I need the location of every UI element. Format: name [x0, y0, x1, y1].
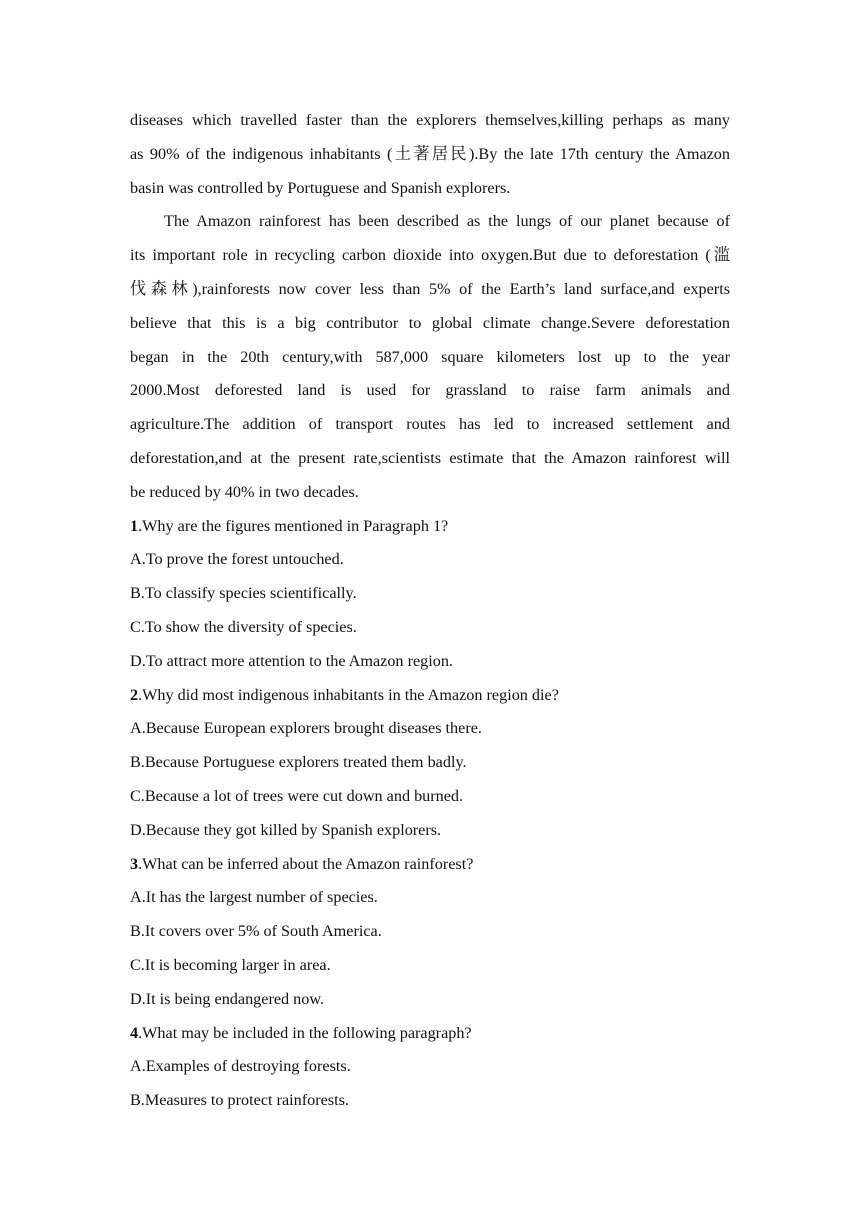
question-1	[130, 510, 730, 679]
passage-line: basin was controlled by Portuguese and Spanish explorers.	[130, 178, 511, 197]
question-number: 3	[130, 854, 139, 873]
passage-line: believe that this is a big contributor to global climate change.Severe deforestation	[130, 313, 730, 332]
passage-line: 2000.Most deforested land is used for grassland to raise farm animals and	[130, 381, 730, 400]
question-text: .What can be inferred about the Amazon rainforest?	[138, 854, 474, 873]
answer-option: B.Measures to protect rainforests.	[130, 1091, 349, 1110]
answer-option: B.Because Portuguese explorers treated them badly.	[130, 753, 467, 772]
question-2	[130, 679, 730, 848]
question-4	[130, 1017, 730, 1118]
passage-line: its important role in recycling carbon dioxide into oxygen.But due to deforestation (滥	[130, 246, 730, 265]
question-text: .What may be included in the following paragraph?	[138, 1023, 472, 1042]
question-stem	[130, 679, 730, 713]
answer-option: D.Because they got killed by Spanish explorers.	[130, 820, 442, 839]
answer-option: B.To classify species scientifically.	[130, 584, 357, 603]
question-number: 2	[130, 685, 139, 704]
passage-line: as 90% of the indigenous inhabitants (土著居民).By the late 17th century the Amazon	[130, 144, 730, 163]
answer-option: A.Examples of destroying forests.	[130, 1057, 351, 1076]
answer-option: B.It covers over 5% of South America.	[130, 922, 382, 941]
question-text: .Why are the figures mentioned in Paragraph 1?	[138, 516, 449, 535]
answer-option: C.To show the diversity of species.	[130, 617, 357, 636]
passage-paragraph-2	[130, 205, 730, 509]
passage-line: diseases which travelled faster than the explorers themselves,killing perhaps as many	[130, 111, 730, 129]
passage-line: agriculture.The addition of transport routes has led to increased settlement and	[130, 415, 730, 434]
question-stem	[130, 848, 730, 882]
answer-option: A.Because European explorers brought diseases there.	[130, 719, 482, 738]
answer-option: D.To attract more attention to the Amazon region.	[130, 651, 453, 670]
passage-line: 伐森林),rainforests now cover less than 5% of the Earth’s land surface,and experts	[130, 279, 730, 298]
answer-option: A.It has the largest number of species.	[130, 888, 378, 907]
passage-line: The Amazon rainforest has been described as the lungs of our planet because of	[164, 212, 730, 231]
answer-option: C.It is becoming larger in area.	[130, 955, 331, 974]
question-number: 1	[130, 516, 139, 535]
document-page	[130, 104, 730, 1118]
passage-line: be reduced by 40% in two decades.	[130, 482, 359, 501]
answer-option: C.Because a lot of trees were cut down and burned.	[130, 786, 464, 805]
question-stem	[130, 510, 730, 544]
passage-paragraph-1	[130, 104, 730, 205]
question-3	[130, 848, 730, 1017]
passage-line: began in the 20th century,with 587,000 square kilometers lost up to the year	[130, 347, 730, 366]
answer-option: A.To prove the forest untouched.	[130, 550, 344, 569]
passage-line: deforestation,and at the present rate,scientists estimate that the Amazon rainforest will	[130, 448, 730, 467]
question-text: .Why did most indigenous inhabitants in the Amazon region die?	[138, 685, 559, 704]
question-stem	[130, 1017, 730, 1051]
question-number: 4	[130, 1023, 139, 1042]
answer-option: D.It is being endangered now.	[130, 989, 325, 1008]
